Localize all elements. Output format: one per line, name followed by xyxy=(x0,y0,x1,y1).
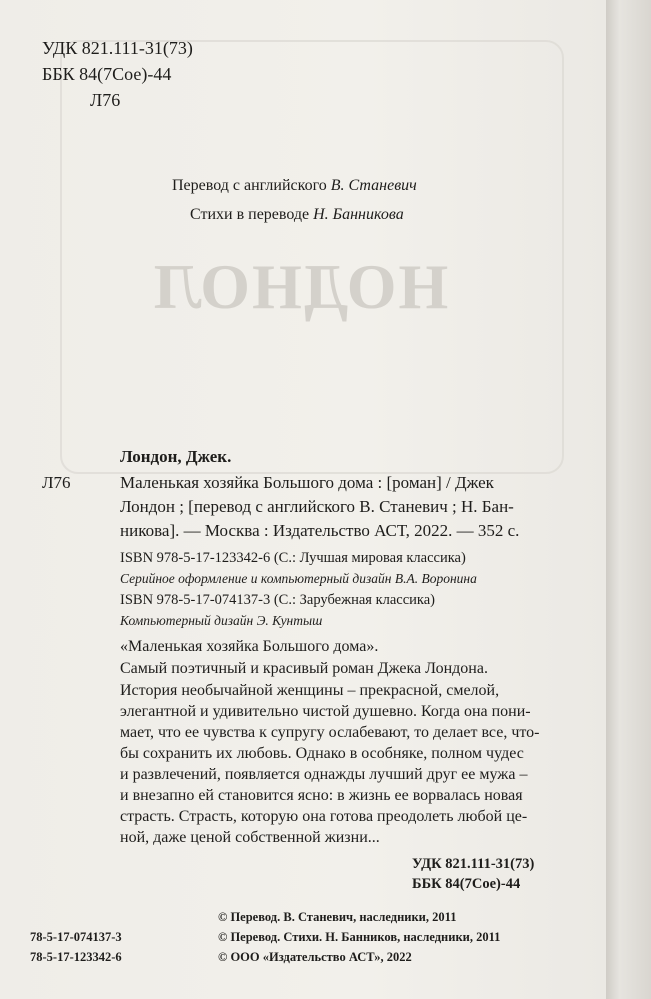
copyright-line-3: © ООО «Издательство АСТ», 2022 xyxy=(218,950,412,964)
verses-translator-name: Н. Банникова xyxy=(313,206,404,223)
annotation-title: «Маленькая хозяйка Большого дома». xyxy=(120,638,379,655)
copyright-line-1: © Перевод. В. Станевич, наследники, 2011 xyxy=(218,910,457,924)
design-credit-2: Компьютерный дизайн Э. Кунтыш xyxy=(120,613,323,628)
bottom-udk-code: УДК 821.111-31(73) xyxy=(412,856,535,872)
bottom-bbk-code: ББК 84(7Сое)-44 xyxy=(412,876,521,892)
translation-credit xyxy=(172,177,417,195)
entry-line-2: Лондон ; [перевод с английского В. Станевич ; Н. Бан- xyxy=(120,497,514,516)
annotation-line: и развлечений, появляется однажды лучший друг ее мужа – xyxy=(120,766,528,783)
author-mark: Л76 xyxy=(90,90,121,110)
annotation-lead: Самый поэтичный и красивый роман Джека Лондона. xyxy=(120,660,488,677)
verses-credit xyxy=(190,206,404,224)
entry-line-1: Маленькая хозяйка Большого дома : [роман] / Джек xyxy=(120,473,494,492)
bbk-code: ББК 84(7Сое)-44 xyxy=(42,64,172,84)
annotation-line: и внезапно ей становится ясно: в жизнь ее ворвалась новая xyxy=(120,787,523,804)
udk-code: УДК 821.111-31(73) xyxy=(42,38,193,58)
translation-label: Перевод с английского xyxy=(172,177,331,194)
annotation-line: страсть. Страсть, которую она готова преодолеть любой це- xyxy=(120,808,528,825)
verses-label: Стихи в переводе xyxy=(190,206,314,223)
show-through-ornament: НОДНОЛ xyxy=(151,251,449,322)
annotation-line: ной, даже ценой собственной жизни... xyxy=(120,829,380,846)
annotation-line: элегантной и удивительно чистой душевно. Когда она пони- xyxy=(120,703,531,720)
isbn-line-1: ISBN 978-5-17-123342-6 (С.: Лучшая мировая классика) xyxy=(120,550,466,566)
translator-name: В. Станевич xyxy=(330,177,417,194)
annotation-line: мает, что ее чувства к супругу ослабевают, то делает все, что- xyxy=(120,724,540,741)
entry-mark: Л76 xyxy=(42,473,71,492)
design-credit-1: Серийное оформление и компьютерный дизайн В.А. Воронина xyxy=(120,571,477,586)
isbn-line-2: ISBN 978-5-17-074137-3 (С.: Зарубежная классика) xyxy=(120,592,436,608)
footer-isbn-1: 78-5-17-074137-3 xyxy=(30,930,122,944)
footer-isbn-2: 78-5-17-123342-6 xyxy=(30,950,122,964)
annotation-line: История необычайной женщины – прекрасной, смелой, xyxy=(120,682,500,699)
page-edge xyxy=(606,0,651,999)
annotation-line: бы сохранить их любовь. Однако в особняке, полном чудес xyxy=(120,745,524,762)
entry-line-3: никова]. — Москва : Издательство АСТ, 2022. — 352 с. xyxy=(120,521,520,540)
copyright-line-2: © Перевод. Стихи. Н. Банников, наследники, 2011 xyxy=(218,930,501,944)
entry-author: Лондон, Джек. xyxy=(120,447,232,466)
